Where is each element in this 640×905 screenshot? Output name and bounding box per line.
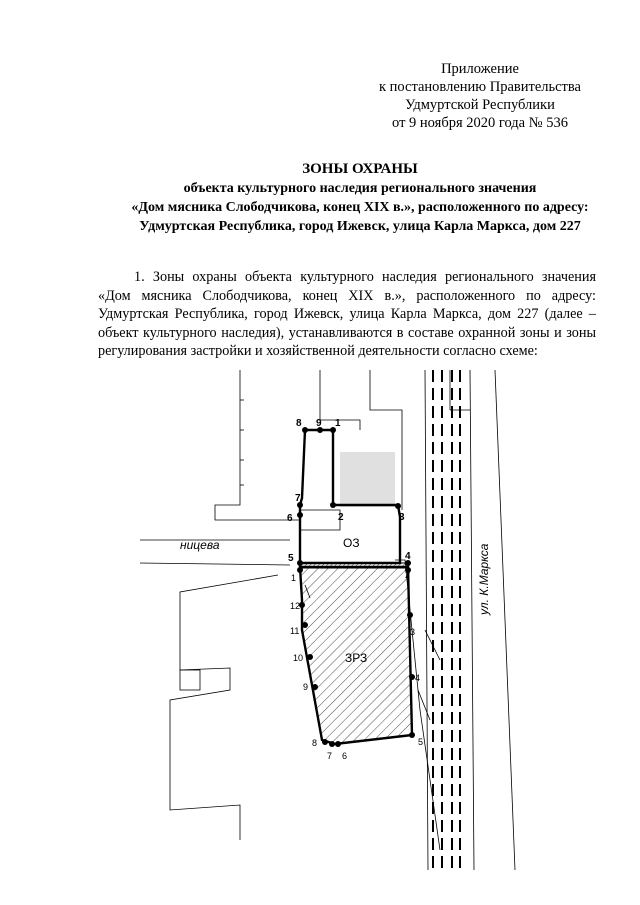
street-label-marx: ул. К.Маркса: [477, 543, 491, 615]
title-line-2: объекта культурного наследия регионального значения: [183, 181, 537, 196]
paragraph-1: 1. Зоны охраны объекта культурного наследия регионального значения «Дом мясника Слободчикова, конец XIX в.», расположенного по адресу: Удмуртская Республика, город Ижевск, улица Карла Маркса, дом 227 (далее – объект культурного наследия), устанавливаются в составе охранной зоны и зоны регулирования застройки и хозяйственной деятельности согласно схеме:: [98, 269, 596, 359]
zrz-point-label: 9: [303, 682, 309, 692]
street-label-left: ницева: [180, 538, 220, 552]
tram-tracks: [425, 370, 474, 870]
appendix-line-3: Удмуртской Республики: [405, 97, 555, 113]
zrz-point-label: 8: [312, 738, 318, 748]
zrz-point-label: 12: [290, 601, 301, 611]
zrz-point-label: 2: [405, 570, 411, 580]
title-line-3: «Дом мясника Слободчикова, конец XIX в.», расположенного по адресу:: [131, 200, 589, 215]
document-title: [60, 160, 640, 236]
zrz-point-label: 6: [342, 751, 348, 761]
oz-point-label: 3: [399, 512, 405, 523]
street-edge-lower: [140, 563, 290, 565]
appendix-header: [360, 60, 600, 132]
oz-point-label: 1: [335, 418, 341, 429]
appendix-line-1: Приложение: [441, 61, 519, 77]
zrz-point-label: 11: [290, 626, 300, 636]
building-outline-left-bottom: [170, 575, 278, 840]
appendix-line-2: к постановлению Правительства: [379, 79, 581, 95]
building-outline-left-top: [215, 370, 300, 520]
oz-point-label: 9: [316, 418, 322, 429]
zrz-point-label: 7: [327, 751, 333, 761]
zrz-point-label: 10: [293, 653, 304, 663]
monument-building-shading: [340, 452, 395, 507]
oz-point-label: 4: [405, 551, 411, 562]
zrz-point-label: 3: [410, 627, 416, 637]
oz-point-label: 5: [288, 553, 294, 564]
title-line-1: ЗОНЫ ОХРАНЫ: [302, 161, 418, 177]
oz-point-label: 2: [338, 512, 344, 523]
zone-label-zrz: ЗРЗ: [345, 651, 368, 665]
zrz-point-label: 5: [418, 737, 424, 747]
oz-point-label: 6: [287, 513, 293, 524]
oz-point-label: 7: [295, 493, 301, 504]
zrz-point-label: 4: [415, 673, 421, 683]
road-edge-far-right: [495, 370, 515, 870]
zone-label-oz: ОЗ: [343, 536, 360, 550]
title-line-4: Удмуртская Республика, город Ижевск, улица Карла Маркса, дом 227: [139, 219, 581, 234]
zrz-point-label: 1: [291, 573, 297, 583]
oz-point-label: 8: [296, 418, 302, 429]
appendix-line-4: от 9 ноября 2020 года № 536: [392, 115, 568, 131]
zones-scheme-map: [140, 370, 570, 880]
scheme-svg: [140, 370, 570, 880]
